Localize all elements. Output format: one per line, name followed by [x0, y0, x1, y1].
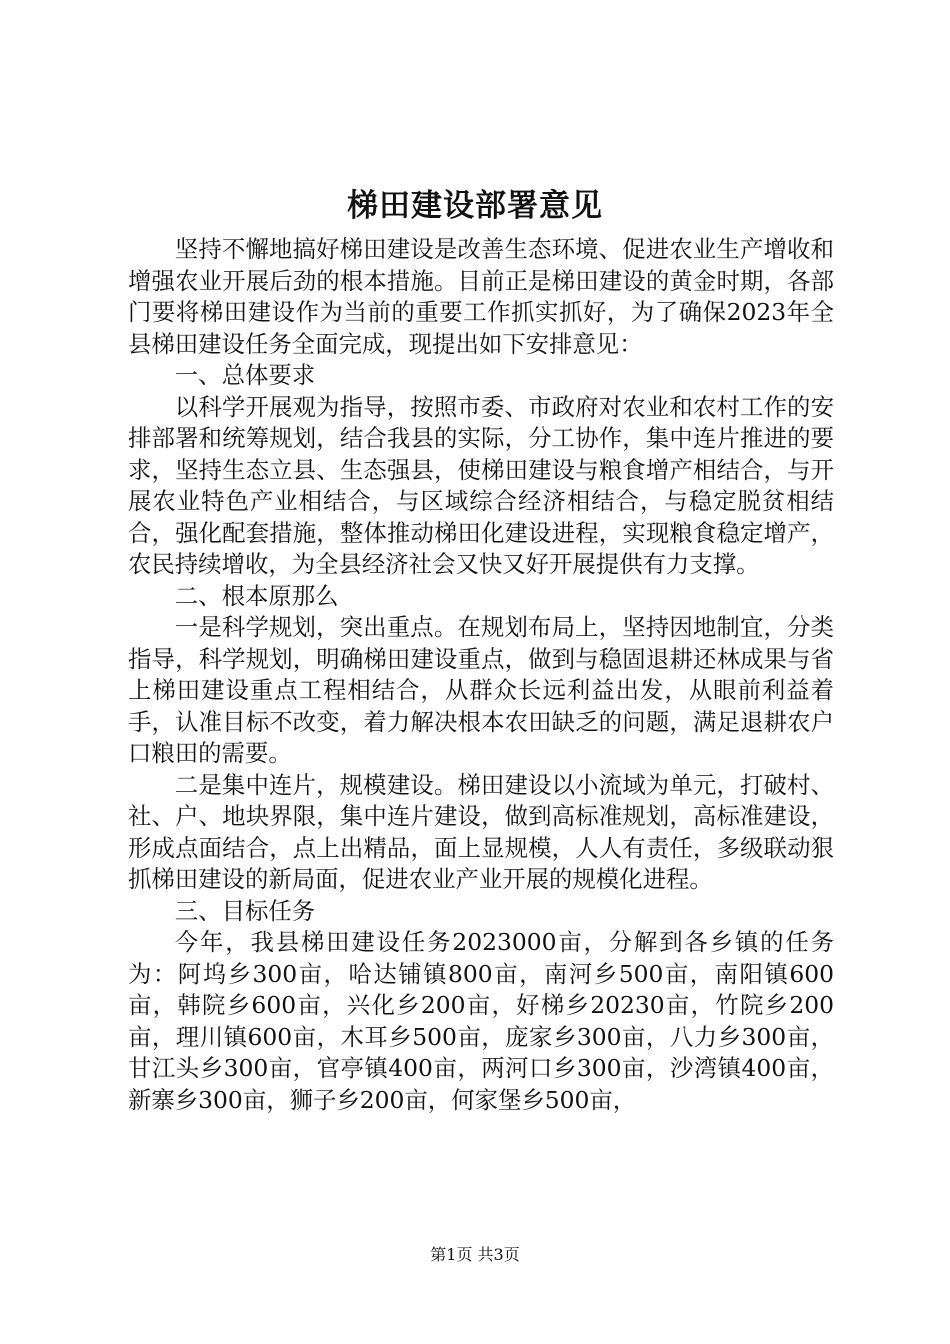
document-title: 梯田建设部署意见	[347, 188, 603, 224]
section-heading-target-tasks: 三、目标任务	[174, 896, 316, 925]
intro-paragraph: 坚持不懈地搞好梯田建设是改善生态环境、促进农业生产增收和增强农业开展后劲的根本措施。目前正是梯田建设的黄金时期，各部门要将梯田建设作为当前的重要工作抓实抓好，为了确保2023年全县梯田建设任务全面完成，现提出如下安排意见：	[128, 235, 834, 358]
section-heading-basic-principles: 二、根本原那么	[174, 581, 339, 610]
document-body	[128, 234, 834, 1116]
page-number-footer: 第1页 共3页	[430, 1245, 520, 1264]
principle-one-paragraph: 一是科学规划，突出重点。在规划布局上，坚持因地制宜，分类指导，科学规划，明确梯田建设重点，做到与稳固退耕还林成果与省上梯田建设重点工程相结合，从群众长远利益出发，从眼前利益着手，认准目标不改变，着力解决根本农田缺乏的问题，满足退耕农户口粮田的需要。	[128, 613, 834, 767]
section-heading-general-requirements: 一、总体要求	[174, 361, 316, 389]
principle-two-paragraph: 二是集中连片，规模建设。梯田建设以小流域为单元，打破村、社、户、地块界限，集中连片建设，做到高标准规划，高标准建设，形成点面结合，点上出精品，面上显规模，人人有责任，多级联动狠抓梯田建设的新局面，促进农业产业开展的规模化进程。	[128, 770, 834, 893]
general-requirements-paragraph: 以科学开展观为指导，按照市委、市政府对农业和农村工作的安排部署和统筹规划，结合我县的实际，分工协作，集中连片推进的要求，坚持生态立县、生态强县，使梯田建设与粮食增产相结合，与开展农业特色产业相结合，与区域综合经济相结合，与稳定脱贫相结合，强化配套措施，整体推动梯田化建设进程，实现粮食稳定增产，农民持续增收，为全县经济社会又快又好开展提供有力支撑。	[128, 392, 834, 578]
target-tasks-paragraph: 今年，我县梯田建设任务2023000亩，分解到各乡镇的任务为：阿坞乡300亩，哈达铺镇800亩，南河乡500亩，南阳镇600亩，韩院乡600亩，兴化乡200亩，好梯乡20230亩，竹院乡200亩，理川镇600亩，木耳乡500亩，庞家乡300亩，八力乡300亩，甘江头乡300亩，官亭镇400亩，两河口乡300亩，沙湾镇400亩，新寨乡300亩，狮子乡200亩，何家堡乡500亩，	[128, 928, 834, 1114]
